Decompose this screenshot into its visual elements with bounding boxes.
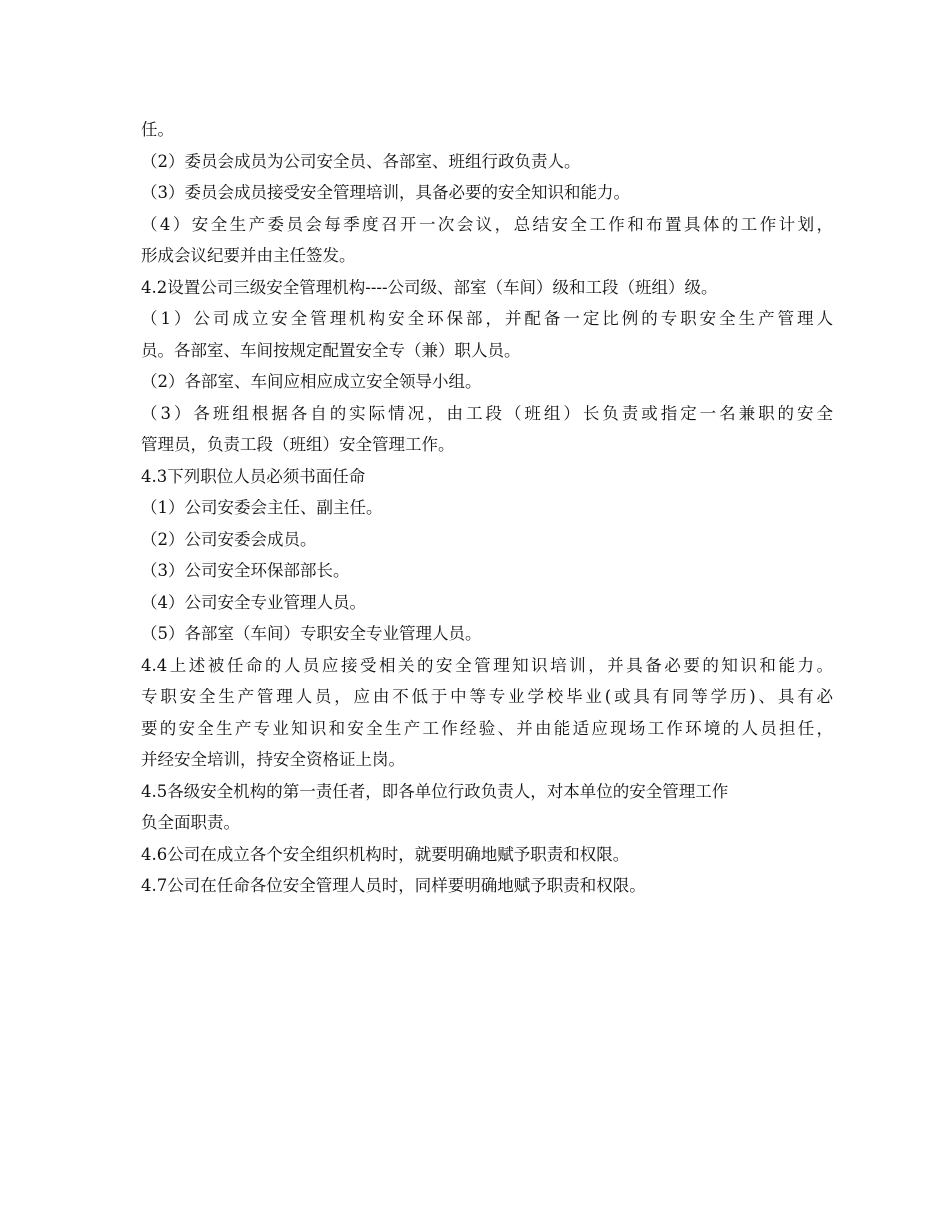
list-item: （5）各部室（车间）专职安全专业管理人员。 (141, 624, 482, 643)
text-line: （2）委员会成员为公司安全员、各部室、班组行政负责人。 (141, 151, 581, 171)
section-paragraph-4-6: 4.6公司在成立各个安全组织机构时，就要明确地赋予职责和权限。 (141, 844, 630, 864)
section-paragraph-4-5: 4.5各级安全机构的第一责任者，即各单位行政负责人，对本单位的安全管理工作 (141, 781, 729, 801)
text-line: 负全面职责。 (141, 813, 240, 832)
list-item: （1）公司安委会主任、副主任。 (141, 498, 383, 517)
list-item: （3）公司安全环保部部长。 (141, 561, 350, 580)
section-paragraph-4-4: 4.4上述被任命的人员应接受相关的安全管理知识培训，并具备必要的知识和能力。 (141, 655, 833, 675)
text-line: 要的安全生产专业知识和安全生产工作经验、并由能适应现场工作环境的人员担任， (141, 718, 833, 738)
text-line: 任。 (141, 120, 174, 139)
section-heading-4-3: 4.3下列职位人员必须书面任命 (141, 466, 366, 486)
text-line: 并经安全培训，持安全资格证上岗。 (141, 750, 405, 769)
text-line: 管理员，负责工段（班组）安全管理工作。 (141, 435, 455, 454)
text-line: （1）公司成立安全管理机构安全环保部，并配备一定比例的专职安全生产管理人 (141, 309, 833, 328)
text-line: （4）安全生产委员会每季度召开一次会议，总结安全工作和布置具体的工作计划， (141, 214, 833, 234)
text-line: 形成会议纪要并由主任签发。 (141, 246, 356, 265)
list-item: （2）公司安委会成员。 (141, 529, 317, 549)
text-line: （2）各部室、车间应相应成立安全领导小组。 (141, 372, 482, 391)
section-heading-4-2: 4.2设置公司三级安全管理机构----公司级、部室（车间）级和工段（班组）级。 (141, 277, 718, 297)
section-paragraph-4-7: 4.7公司在任命各位安全管理人员时，同样要明确地赋予职责和权限。 (141, 876, 646, 895)
list-item: （4）公司安全专业管理人员。 (141, 592, 366, 612)
text-line: 员。各部室、车间按规定配置安全专（兼）职人员。 (141, 340, 521, 360)
text-line: 专职安全生产管理人员，应由不低于中等专业学校毕业(或具有同等学历)、具有必 (141, 687, 833, 706)
text-line: （3）各班组根据各自的实际情况，由工段（班组）长负责或指定一名兼职的安全 (141, 403, 833, 423)
document-body (141, 114, 833, 902)
text-line: （3）委员会成员接受安全管理培训，具备必要的安全知识和能力。 (141, 183, 630, 202)
